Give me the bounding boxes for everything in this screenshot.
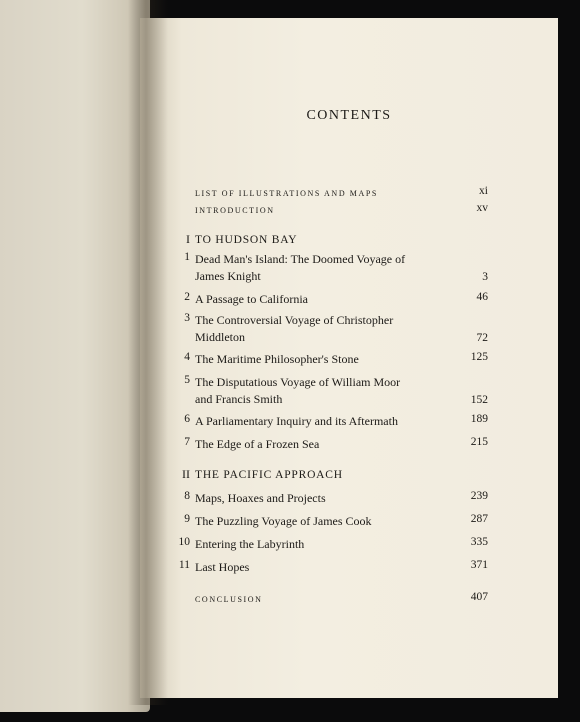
- toc-entry-title: CONCLUSION: [195, 595, 263, 604]
- toc-part-heading: [140, 232, 558, 250]
- chapter-page: 189: [470, 413, 488, 425]
- chapter-number: 10: [178, 536, 190, 548]
- toc-chapter: [140, 413, 558, 431]
- chapter-title-line1: A Passage to California: [195, 292, 308, 306]
- part-title: THE PACIFIC APPROACH: [195, 469, 343, 481]
- chapter-number: 9: [184, 513, 190, 525]
- toc-chapter-cont: [140, 329, 558, 347]
- chapter-number: 2: [184, 291, 190, 303]
- chapter-number: 11: [178, 559, 190, 571]
- chapter-title-line1: The Edge of a Frozen Sea: [195, 437, 320, 451]
- toc-chapter: [140, 536, 558, 554]
- toc-chapter: [140, 291, 558, 309]
- toc-chapter: [140, 251, 558, 269]
- toc-entry-introduction: [140, 202, 558, 220]
- chapter-title-line1: Maps, Hoaxes and Projects: [195, 491, 326, 505]
- contents-page: [140, 18, 558, 698]
- toc-part-heading: [140, 467, 558, 485]
- chapter-number: 7: [184, 436, 190, 448]
- chapter-title-line1: A Parliamentary Inquiry and its Aftermath: [195, 414, 398, 428]
- toc-chapter: [140, 559, 558, 577]
- toc-entry-title: LIST OF ILLUSTRATIONS AND MAPS: [195, 189, 378, 198]
- toc-chapter-cont: [140, 391, 558, 409]
- toc-chapter: [140, 513, 558, 531]
- chapter-title-line2: and Francis Smith: [195, 392, 283, 406]
- toc-entry-conclusion: [140, 591, 558, 609]
- chapter-title-line2: James Knight: [195, 269, 261, 283]
- chapter-page: 239: [470, 490, 488, 502]
- chapter-number: 1: [184, 251, 190, 263]
- toc-entry-page: 407: [470, 591, 488, 603]
- part-title: TO HUDSON BAY: [195, 234, 298, 246]
- chapter-title-line2: Middleton: [195, 330, 245, 344]
- chapter-page: 335: [470, 536, 488, 548]
- chapter-number: 4: [184, 351, 190, 363]
- toc-chapter: [140, 374, 558, 392]
- toc-chapter: [140, 490, 558, 508]
- chapter-number: 8: [184, 490, 190, 502]
- chapter-page: 152: [470, 394, 488, 406]
- chapter-title-line1: Entering the Labyrinth: [195, 537, 305, 551]
- toc-entry-page: xv: [476, 202, 488, 214]
- chapter-number: 6: [184, 413, 190, 425]
- chapter-title-line1: The Disputatious Voyage of William Moor: [195, 375, 401, 389]
- toc-entry-illustrations: [140, 185, 558, 203]
- part-number: I: [186, 232, 190, 246]
- chapter-page: 125: [470, 351, 488, 363]
- chapter-title-line1: Last Hopes: [195, 560, 250, 574]
- chapter-number: 5: [184, 374, 190, 386]
- part-number: II: [182, 467, 190, 481]
- chapter-page: 3: [482, 271, 488, 283]
- toc-chapter: [140, 351, 558, 369]
- toc-chapter: [140, 436, 558, 454]
- chapter-number: 3: [184, 312, 190, 324]
- chapter-page: 72: [476, 332, 488, 344]
- chapter-title-line1: Dead Man's Island: The Doomed Voyage of: [195, 252, 406, 266]
- chapter-page: 287: [470, 513, 488, 525]
- chapter-page: 215: [470, 436, 488, 448]
- chapter-page: 46: [476, 291, 488, 303]
- page-title: CONTENTS: [306, 108, 392, 123]
- chapter-title-line1: The Puzzling Voyage of James Cook: [195, 514, 372, 528]
- chapter-title-line1: The Maritime Philosopher's Stone: [195, 352, 359, 366]
- toc-chapter: [140, 312, 558, 330]
- chapter-title-line1: The Controversial Voyage of Christopher: [195, 313, 394, 327]
- toc-entry-title: INTRODUCTION: [195, 206, 275, 215]
- toc-entry-page: xi: [479, 185, 488, 197]
- chapter-page: 371: [470, 559, 488, 571]
- toc-chapter-cont: [140, 268, 558, 286]
